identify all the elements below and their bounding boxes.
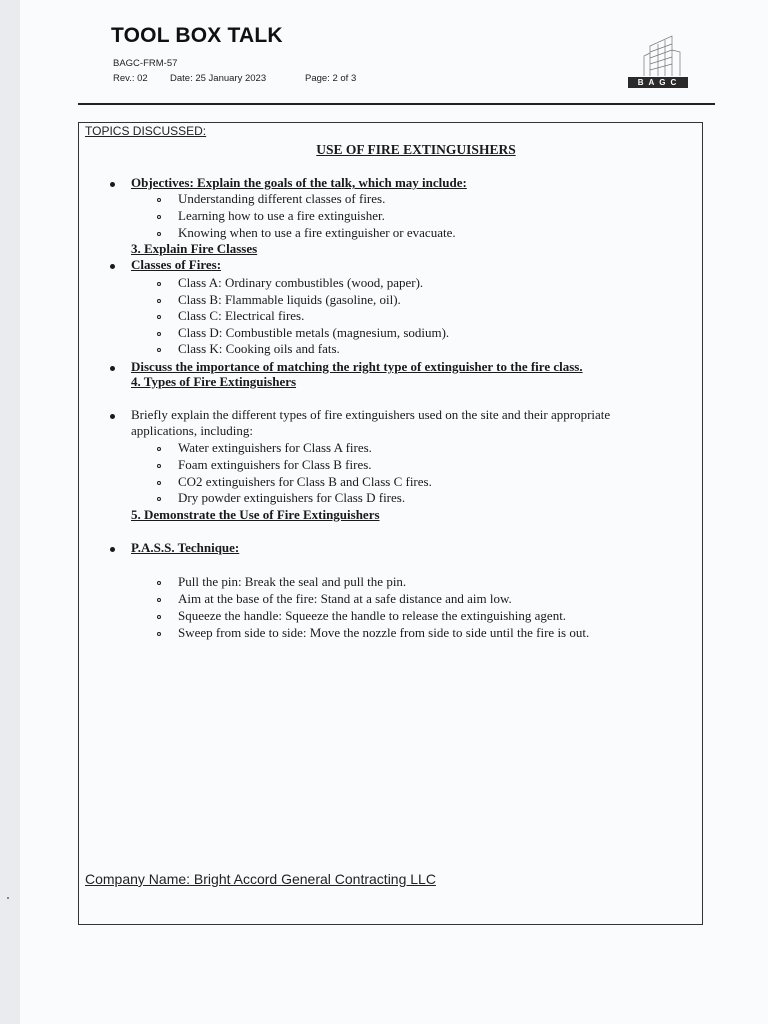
sub-bullet — [157, 464, 161, 468]
bullet — [110, 414, 115, 419]
sub-bullet — [157, 215, 161, 219]
types-intro-cont: applications, including: — [131, 423, 254, 438]
sub-bullet — [157, 581, 161, 585]
list-item: Water extinguishers for Class A fires. — [178, 440, 372, 455]
list-item: Sweep from side to side: Move the nozzle from side to side until the fire is out. — [178, 625, 590, 640]
bullet — [110, 366, 115, 371]
sub-bullet — [157, 598, 161, 602]
company-name: Company Name: Bright Accord General Contracting LLC — [85, 871, 436, 887]
form-meta — [113, 73, 413, 84]
list-item: Class C: Electrical fires. — [178, 308, 305, 323]
bullet — [110, 547, 115, 552]
scan-speck — [7, 897, 9, 899]
list-item: Class D: Combustible metals (magnesium, sodium). — [178, 325, 450, 340]
building-icon — [628, 30, 688, 78]
list-item: Class B: Flammable liquids (gasoline, oil). — [178, 292, 401, 307]
sub-bullet — [157, 632, 161, 636]
sub-bullet — [157, 232, 161, 236]
sub-bullet — [157, 497, 161, 501]
list-item: Class K: Cooking oils and fats. — [178, 341, 340, 356]
header-rule — [78, 103, 715, 105]
bullet — [110, 182, 115, 187]
list-item: Learning how to use a fire extinguisher. — [178, 208, 385, 223]
bullet — [110, 264, 115, 269]
section-4-heading: 4. Types of Fire Extinguishers — [131, 374, 297, 389]
sub-bullet — [157, 615, 161, 619]
list-item: Foam extinguishers for Class B fires. — [178, 457, 372, 472]
page-number: Page: 2 of 3 — [305, 73, 357, 84]
sub-bullet — [157, 348, 161, 352]
objectives-heading: Objectives: Explain the goals of the talk, which may include: — [131, 175, 467, 190]
list-item: Squeeze the handle: Squeeze the handle to release the extinguishing agent. — [178, 608, 567, 623]
list-item: Knowing when to use a fire extinguisher or evacuate. — [178, 225, 456, 240]
sub-bullet — [157, 447, 161, 451]
document-title: USE OF FIRE EXTINGUISHERS — [316, 142, 516, 157]
date: Date: 25 January 2023 — [170, 73, 267, 84]
sub-bullet — [157, 282, 161, 286]
classes-heading: Classes of Fires: — [131, 257, 222, 272]
list-item: Class A: Ordinary combustibles (wood, paper). — [178, 275, 424, 290]
sub-bullet — [157, 481, 161, 485]
form-code: BAGC-FRM-57 — [113, 58, 178, 69]
form-title: TOOL BOX TALK — [111, 24, 283, 47]
logo-wordmark: BAGC — [628, 77, 688, 88]
sub-bullet — [157, 332, 161, 336]
section-3-heading: 3. Explain Fire Classes — [131, 241, 258, 256]
list-item: Aim at the base of the fire: Stand at a safe distance and aim low. — [178, 591, 512, 606]
list-item: Understanding different classes of fires. — [178, 191, 386, 206]
list-item: Dry powder extinguishers for Class D fires. — [178, 490, 406, 505]
pass-heading: P.A.S.S. Technique: — [131, 540, 240, 555]
sub-bullet — [157, 198, 161, 202]
list-item: CO2 extinguishers for Class B and Class C fires. — [178, 474, 432, 489]
list-item: Pull the pin: Break the seal and pull the pin. — [178, 574, 407, 589]
sub-bullet — [157, 299, 161, 303]
discuss-text: Discuss the importance of matching the right type of extinguisher to the fire class. — [131, 359, 583, 374]
section-5-heading: 5. Demonstrate the Use of Fire Extinguishers — [131, 507, 380, 522]
revision: Rev.: 02 — [113, 73, 148, 84]
sub-bullet — [157, 315, 161, 319]
topics-label: TOPICS DISCUSSED: — [85, 124, 207, 138]
types-intro: Briefly explain the different types of fire extinguishers used on the site and their appropriate — [131, 407, 611, 422]
bagc-logo — [628, 30, 688, 88]
